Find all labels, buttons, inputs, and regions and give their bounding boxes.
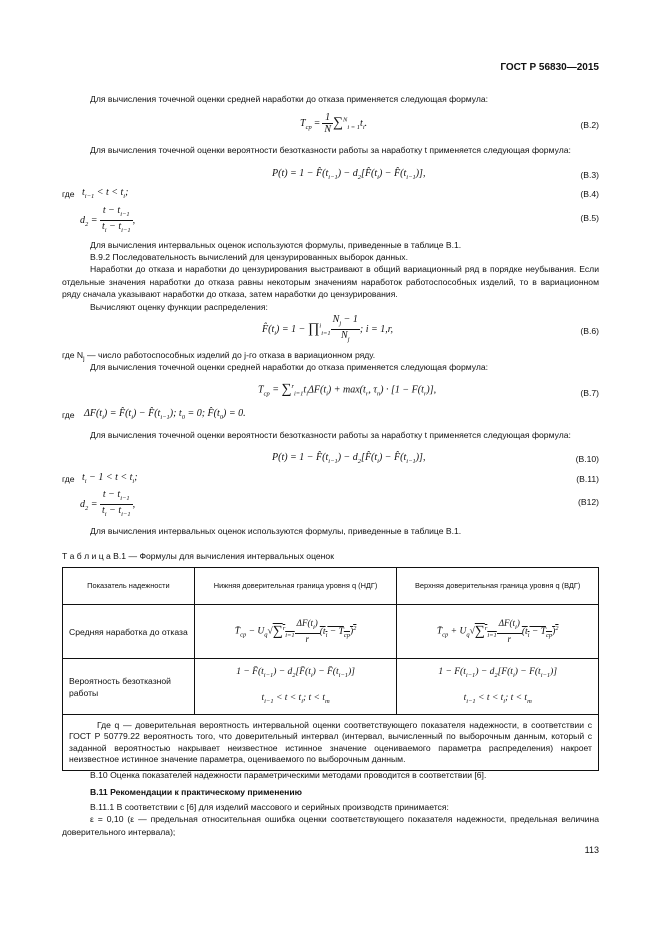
formula-number: (B.5) bbox=[580, 213, 599, 223]
formula-number: (B.11) bbox=[576, 474, 599, 484]
where-label: где bbox=[62, 410, 75, 420]
where-label: где bbox=[62, 474, 75, 484]
paragraph: B.11.1 В соответствии с [6] для изделий массового и серийных производств принимается: bbox=[90, 802, 449, 812]
table-header: Нижняя доверительная граница уровня q (НДГ) bbox=[194, 568, 397, 605]
formula-b7: $T_{ср} = \sum^r_{i=1}t_i\Delta F(t_i) + \max(t_r$, $\tau_n) \cdot [1 - F(t_r)]$, bbox=[258, 382, 437, 398]
table-cell-label: Вероятность безотказной работы bbox=[63, 659, 195, 715]
paragraph: Для вычисления точечной оценки средней наработки до отказа применяется следующая формула: bbox=[90, 94, 489, 104]
paragraph: B.10 Оценка показателей надежности параметрическими методами проводится в соответствии [6]. bbox=[90, 770, 487, 780]
paragraph: Наработки до отказа и наработки до цензурирования выстраивают в общий вариационный ряд в порядке неубывания. Если отдельные значения наработки до отказа равны некоторым значениям наработок работоспособных изделий, то в вариационном ряду сначала указывают наработки до отказа, затем наработки до цензурирования. bbox=[62, 264, 599, 300]
paragraph: Для вычисления точечной оценки вероятности безотказности работы за наработку t применяется следующая формула: bbox=[90, 145, 571, 155]
formula-number: (B.6) bbox=[580, 326, 599, 336]
paragraph: Для вычисления интервальных оценок используются формулы, приведенные в таблице B.1. bbox=[90, 240, 462, 250]
paragraph: ε = 0,10 (ε — предельная относительная ошибка оценки соответствующего показателя надежности, предельная величина доверительного интервала); bbox=[62, 814, 599, 837]
page-number: 113 bbox=[584, 845, 599, 855]
formula-b4: $t_{i-1} < t < t_i$; bbox=[82, 187, 129, 200]
formula-number: (B.7) bbox=[580, 388, 599, 398]
table-cell-formula: $T̄_{ср} + U_q√\sum^r_{i=1}$ $\frac{\Delta F(t_i)}{r}$ ($t_i$ − $T̄_{ср})^2$ bbox=[397, 605, 599, 659]
table-caption: Т а б л и ц а B.1 — Формулы для вычисления интервальных оценок bbox=[62, 551, 334, 561]
formulas-table bbox=[62, 567, 599, 771]
table-cell-label: Средняя наработка до отказа bbox=[63, 605, 195, 659]
formula-b11: $t_i - 1 < t < t_i$; bbox=[82, 472, 138, 485]
formula-b3: $P(t) = 1 - F̂(t_{i-1})$ − $d_2[F̂(t_i)$ − $F̂(t_{i-1})$], bbox=[272, 168, 426, 181]
table-cell-formula: $1 - F(t_{i-1}) - d_2[F(t_i) - F(t_{i-1})]$ $t_{i-1} < t < t_i$; $t < t_m$ bbox=[397, 659, 599, 715]
paragraph: Вычисляют оценку функции распределения: bbox=[90, 302, 268, 312]
formula-number: (B.4) bbox=[580, 189, 599, 199]
paragraph: Для вычисления точечной оценки вероятности безотказности работы за наработку t применяется следующая формула: bbox=[90, 430, 571, 440]
paragraph: Для вычисления точечной оценки средней наработки до отказа применяется следующая формула: bbox=[90, 362, 489, 372]
paragraph: где $N_j$ — число работоспособных изделий до j-го отказа в вариационном ряду. bbox=[62, 350, 376, 363]
table-note: Где q — доверительная вероятность интервальной оценки соответствующего показателя надежности, в соответствии с ГОСТ Р 50779.22 вероятность того, что доверительный интервал (интервал, вычисленный по выборочным данным, который с заданной вероятностью накрывает неизвестное истинное значение оцениваемого параметра распределения) накроет неизвестное истинное значение параметра, оцениваемого по выборочным данным. bbox=[63, 715, 599, 771]
formula-number: (B.2) bbox=[580, 120, 599, 130]
paragraph: Для вычисления интервальных оценок используются формулы, приведенные в таблице B.1. bbox=[90, 526, 462, 536]
table-header: Верхняя доверительная граница уровня q (ВДГ) bbox=[397, 568, 599, 605]
formula-number: (B.3) bbox=[580, 170, 599, 180]
where-label: где bbox=[62, 189, 75, 199]
section-heading: B.9.2 Последовательность вычислений для цензурированных выборок данных. bbox=[90, 252, 408, 262]
formula-b12: $d_2$ = $\frac{t - t_{i-1}}{t_i - t_{i-1}}$ , bbox=[80, 489, 136, 518]
formula-number: (B12) bbox=[577, 497, 599, 507]
formula-b8-b9: $\Delta F(t_i)$ = $F̂(t_i)$ − $F̂(t_{i-1})$; $t_0 = 0$; $F̂(t_0) = 0$. bbox=[84, 408, 246, 421]
formula-b2: $T_{ср}$ = $\frac{1}{N}$ $\sum^N_{i = 1}t_i$. bbox=[300, 112, 368, 135]
document-standard-number: ГОСТ Р 56830—2015 bbox=[500, 62, 599, 73]
formula-b6: $F̂(t_i) = 1$ − ∏$^i_{i=1}$ $\frac{N_j - 1}{N_j}$ ; i = 1,r, bbox=[262, 314, 394, 343]
table-cell-formula: $T̄_{ср} - U_q√\sum^r_{i=1}$ $\frac{\Delta F(t_i)}{r}$ ($t_i$ − $T̄_{ср})^2$ bbox=[194, 605, 397, 659]
table-cell-formula: $1 - F̄(t_{i-1})$ − $d_2[F̄(t_i)$ − $F̄(t_{i-1})$] $t_{i-1} < t < t_i$; $t < t_m$ bbox=[194, 659, 397, 715]
formula-number: (B.10) bbox=[575, 454, 599, 464]
formula-b5: $d_2$ = $\frac{t - t_{i-1}}{t_i - t_{i-1}}$ , bbox=[80, 205, 136, 234]
table-header: Показатель надежности bbox=[63, 568, 195, 605]
formula-b10: $P(t) = 1 - F̂(t_{i-1})$ − $d_2[F̂(t_i)$ − $F̂(t_{i-1})$], bbox=[272, 452, 426, 465]
section-heading: B.11 Рекомендации к практическому применению bbox=[90, 787, 302, 797]
